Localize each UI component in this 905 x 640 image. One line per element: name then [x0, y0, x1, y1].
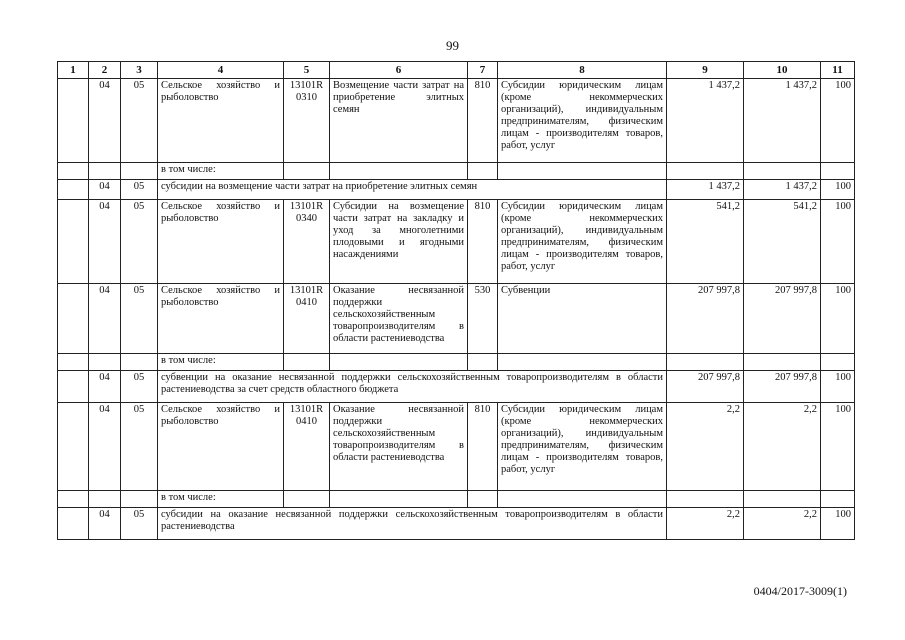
cell-empty: [744, 163, 821, 180]
cell-empty: [284, 163, 330, 180]
cell-amount-approved: 2,2: [667, 508, 744, 540]
cell-2: [89, 163, 121, 180]
cell-1: [58, 403, 89, 491]
cell-amount-approved: 1 437,2: [667, 180, 744, 200]
table-row: [58, 200, 855, 284]
column-header: 1: [58, 62, 89, 79]
cell-empty: [498, 491, 667, 508]
cell-amount-executed: 2,2: [744, 403, 821, 491]
cell-target-code: 13101R 0310: [284, 79, 330, 163]
table-subrow: [58, 371, 855, 403]
cell-amount-approved: 207 997,8: [667, 284, 744, 354]
cell-note-text: в том числе:: [158, 163, 284, 180]
table-note-row: [58, 354, 855, 371]
cell-percent: 100: [821, 371, 855, 403]
cell-subsidy-description: субсидии на оказание несвязанной поддержки сельскохозяйственным товаропроизводителям в области растениеводства: [158, 508, 667, 540]
cell-percent: 100: [821, 79, 855, 163]
cell-1: [58, 354, 89, 371]
document-code: 0404/2017-3009(1): [753, 584, 847, 598]
cell-note-text: в том числе:: [158, 491, 284, 508]
cell-subsection: 05: [121, 371, 158, 403]
table-subrow: [58, 508, 855, 540]
cell-3: [121, 163, 158, 180]
cell-target-code: 13101R 0410: [284, 403, 330, 491]
column-header: 9: [667, 62, 744, 79]
cell-empty: [667, 491, 744, 508]
column-header: 2: [89, 62, 121, 79]
table-note-row: [58, 163, 855, 180]
cell-amount-approved: 2,2: [667, 403, 744, 491]
cell-empty: [284, 354, 330, 371]
table-note-row: [58, 491, 855, 508]
cell-percent: 100: [821, 180, 855, 200]
cell-amount-executed: 1 437,2: [744, 180, 821, 200]
cell-amount-executed: 207 997,8: [744, 284, 821, 354]
cell-empty: [468, 354, 498, 371]
cell-percent: 100: [821, 284, 855, 354]
cell-subsection: 05: [121, 403, 158, 491]
column-header: 6: [330, 62, 468, 79]
cell-empty: [667, 354, 744, 371]
cell-1: [58, 163, 89, 180]
cell-1: [58, 371, 89, 403]
cell-empty: [498, 354, 667, 371]
cell-empty: [330, 491, 468, 508]
cell-expense-name: Субсидии юридическим лицам (кроме некоммерческих организаций), индивидуальным предпринимателям, физическим лицам - производителям товаров, работ, услуг: [498, 403, 667, 491]
cell-target-name: Возмещение части затрат на приобретение элитных семян: [330, 79, 468, 163]
cell-target-code: 13101R 0340: [284, 200, 330, 284]
column-header: 3: [121, 62, 158, 79]
cell-empty: [330, 163, 468, 180]
cell-empty: [498, 163, 667, 180]
cell-section: 04: [89, 371, 121, 403]
cell-1: [58, 180, 89, 200]
table-body: [58, 79, 855, 540]
cell-subsidy-description: субсидии на возмещение части затрат на приобретение элитных семян: [158, 180, 667, 200]
cell-expense-type: 810: [468, 79, 498, 163]
cell-expense-type: 810: [468, 200, 498, 284]
cell-section: 04: [89, 200, 121, 284]
cell-target-name: Субсидии на возмещение части затрат на закладку и уход за многолетними плодовыми и ягодными насаждениями: [330, 200, 468, 284]
cell-subsection: 05: [121, 508, 158, 540]
cell-section: 04: [89, 79, 121, 163]
cell-section: 04: [89, 284, 121, 354]
cell-empty: [330, 354, 468, 371]
cell-subsection: 05: [121, 200, 158, 284]
cell-section-name: Сельское хозяйство и рыболовство: [158, 79, 284, 163]
cell-3: [121, 491, 158, 508]
cell-section: 04: [89, 508, 121, 540]
cell-1: [58, 491, 89, 508]
cell-1: [58, 79, 89, 163]
cell-subsection: 05: [121, 284, 158, 354]
cell-note-text: в том числе:: [158, 354, 284, 371]
cell-expense-name: Субвенции: [498, 284, 667, 354]
cell-amount-approved: 541,2: [667, 200, 744, 284]
cell-2: [89, 354, 121, 371]
budget-table: [57, 61, 855, 540]
column-header: 5: [284, 62, 330, 79]
cell-empty: [468, 491, 498, 508]
cell-amount-approved: 207 997,8: [667, 371, 744, 403]
cell-expense-type: 810: [468, 403, 498, 491]
cell-section: 04: [89, 403, 121, 491]
table-row: [58, 284, 855, 354]
column-header: 4: [158, 62, 284, 79]
cell-empty: [468, 163, 498, 180]
cell-subsidy-description: субвенции на оказание несвязанной поддержки сельскохозяйственным товаропроизводителям в области растениеводства за счет средств областного бюджета: [158, 371, 667, 403]
cell-amount-executed: 541,2: [744, 200, 821, 284]
cell-empty: [284, 491, 330, 508]
cell-empty: [821, 491, 855, 508]
cell-section-name: Сельское хозяйство и рыболовство: [158, 200, 284, 284]
cell-target-code: 13101R 0410: [284, 284, 330, 354]
column-header: 10: [744, 62, 821, 79]
cell-3: [121, 354, 158, 371]
page-number: 99: [446, 38, 459, 53]
cell-empty: [821, 354, 855, 371]
table-row: [58, 403, 855, 491]
column-header: 11: [821, 62, 855, 79]
cell-expense-name: Субсидии юридическим лицам (кроме некоммерческих организаций), индивидуальным предпринимателям, физическим лицам - производителям товаров, работ, услуг: [498, 200, 667, 284]
table-subrow: [58, 180, 855, 200]
cell-percent: 100: [821, 200, 855, 284]
cell-target-name: Оказание несвязанной поддержки сельскохозяйственным товаропроизводителям в области растениеводства: [330, 403, 468, 491]
cell-percent: 100: [821, 403, 855, 491]
cell-section: 04: [89, 180, 121, 200]
cell-percent: 100: [821, 508, 855, 540]
cell-amount-executed: 1 437,2: [744, 79, 821, 163]
cell-amount-executed: 2,2: [744, 508, 821, 540]
cell-section-name: Сельское хозяйство и рыболовство: [158, 284, 284, 354]
cell-1: [58, 508, 89, 540]
cell-target-name: Оказание несвязанной поддержки сельскохозяйственным товаропроизводителям в области растениеводства: [330, 284, 468, 354]
cell-empty: [744, 354, 821, 371]
cell-subsection: 05: [121, 180, 158, 200]
cell-2: [89, 491, 121, 508]
cell-subsection: 05: [121, 79, 158, 163]
table-row: [58, 79, 855, 163]
cell-empty: [821, 163, 855, 180]
cell-amount-approved: 1 437,2: [667, 79, 744, 163]
cell-expense-type: 530: [468, 284, 498, 354]
column-header: 7: [468, 62, 498, 79]
cell-1: [58, 200, 89, 284]
cell-section-name: Сельское хозяйство и рыболовство: [158, 403, 284, 491]
column-header: 8: [498, 62, 667, 79]
cell-empty: [744, 491, 821, 508]
cell-expense-name: Субсидии юридическим лицам (кроме некоммерческих организаций), индивидуальным предпринимателям, физическим лицам - производителям товаров, работ, услуг: [498, 79, 667, 163]
cell-1: [58, 284, 89, 354]
cell-empty: [667, 163, 744, 180]
header-row: [58, 62, 855, 79]
cell-amount-executed: 207 997,8: [744, 371, 821, 403]
